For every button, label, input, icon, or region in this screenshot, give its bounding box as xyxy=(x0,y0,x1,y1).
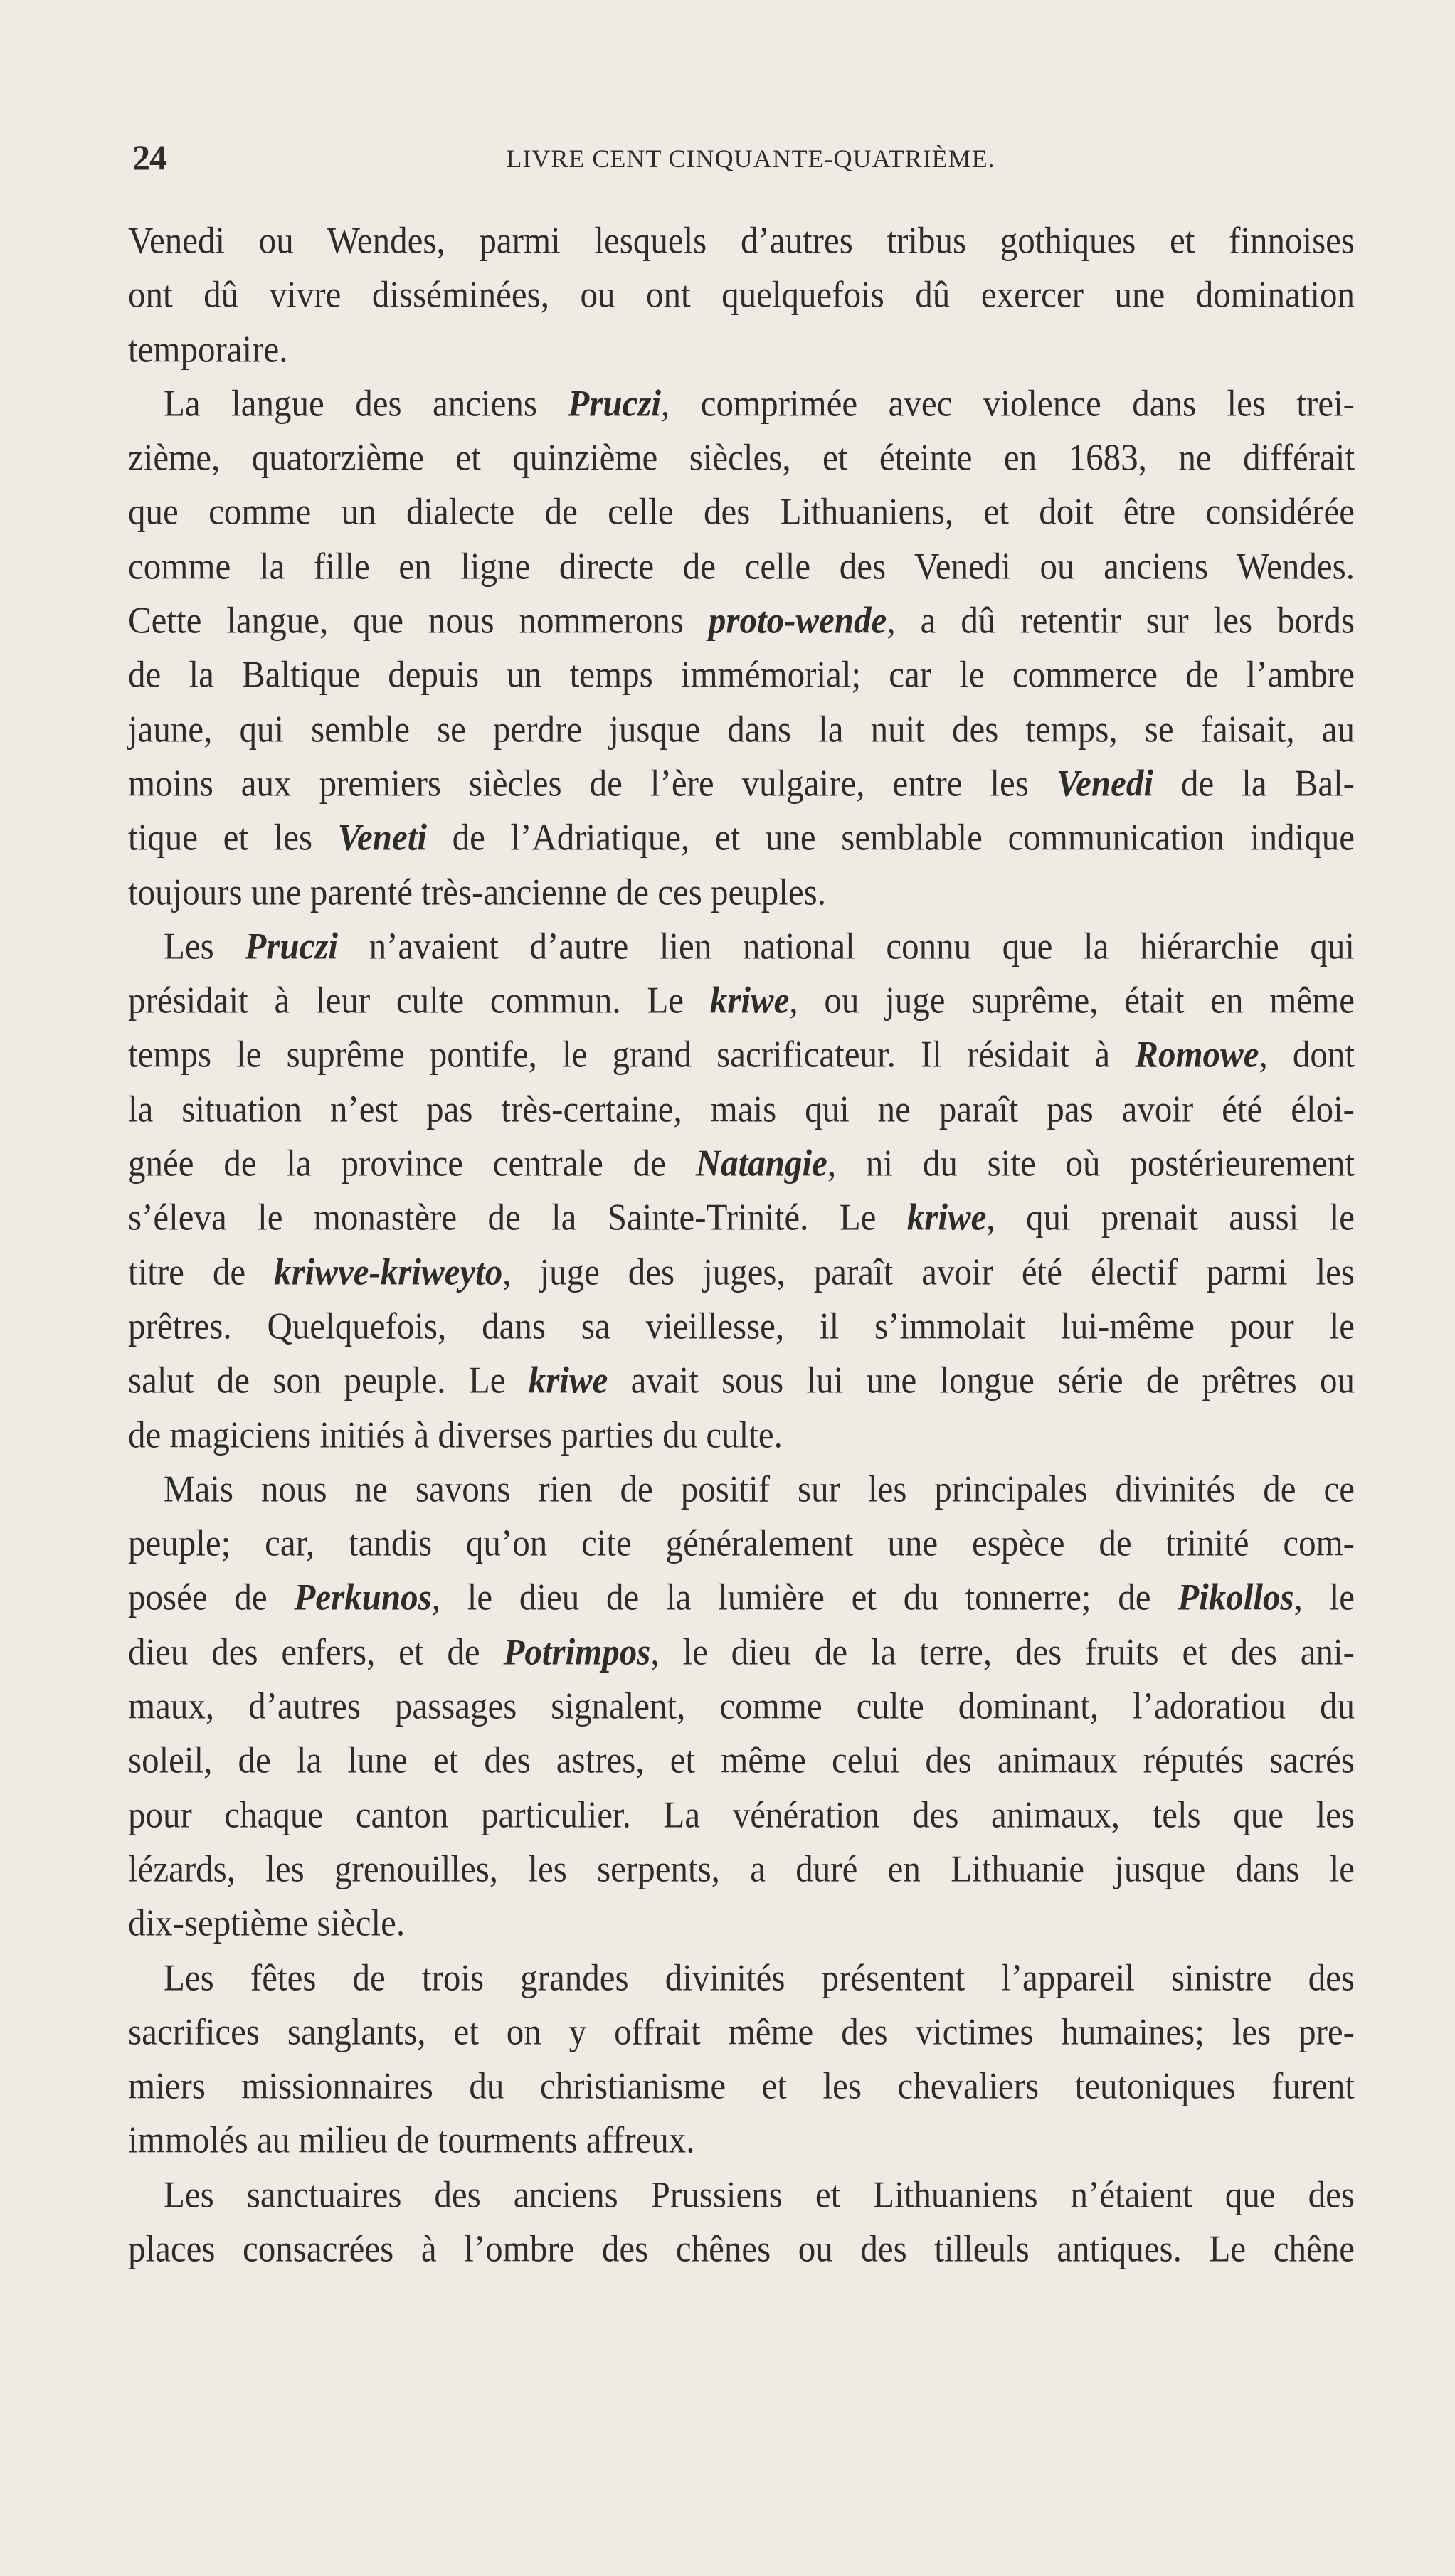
italic-term: Venedi xyxy=(1056,761,1153,805)
text-line xyxy=(128,1894,1355,1952)
text-segment: de la Baltique depuis un temps immémorial; car le commerce de l’ambre xyxy=(128,653,1355,696)
italic-term: Perkunos xyxy=(294,1576,432,1618)
text-line xyxy=(128,1025,1355,1083)
text-line xyxy=(128,1623,1355,1681)
text-line xyxy=(128,808,1355,866)
text-line xyxy=(128,2166,1355,2224)
text-line xyxy=(128,917,1355,975)
text-line xyxy=(128,2111,1355,2169)
text-segment: la situation n’est pas très-certaine, mais qui ne paraît pas avoir été éloi- xyxy=(128,1087,1355,1130)
text-segment: , ni du site où postérieurement xyxy=(827,1141,1355,1184)
text-segment: titre de xyxy=(128,1250,275,1293)
text-line xyxy=(128,537,1355,595)
text-segment: gnée de la province centrale de xyxy=(128,1141,696,1184)
text-segment: moins aux premiers siècles de l’ère vulgaire, entre les xyxy=(128,761,1057,805)
text-segment: comme la fille en ligne directe de celle des Venedi ou anciens Wendes. xyxy=(128,544,1355,587)
text-segment: , ou juge suprême, était en même xyxy=(789,978,1355,1022)
text-segment: temps le suprême pontife, le grand sacrificateur. Il résidait à xyxy=(128,1033,1136,1076)
text-line xyxy=(128,1080,1355,1138)
text-line xyxy=(128,1297,1355,1355)
italic-term: proto-wende xyxy=(708,598,887,642)
text-line xyxy=(128,428,1355,487)
text-line xyxy=(128,971,1355,1029)
text-line xyxy=(128,1948,1355,2006)
text-line xyxy=(128,1460,1355,1518)
text-line xyxy=(128,1514,1355,1572)
text-line xyxy=(128,2057,1355,2115)
text-segment: de l’Adriatique, et une semblable communication indique xyxy=(426,816,1355,859)
text-line xyxy=(128,754,1355,812)
text-line xyxy=(128,1188,1355,1246)
text-segment: Les sanctuaires des anciens Prussiens et Lithuaniens n’étaient que des xyxy=(164,2173,1355,2215)
text-segment: avait sous lui une longue série de prêtres ou xyxy=(608,1358,1355,1401)
text-segment: , qui prenait aussi le xyxy=(986,1196,1355,1239)
text-segment: immolés au milieu de tourments affreux. xyxy=(128,2119,695,2161)
text-segment: places consacrées à l’ombre des chênes ou des tilleuls antiques. Le chêne xyxy=(128,2227,1355,2270)
italic-term: Veneti xyxy=(337,816,427,859)
text-line xyxy=(128,2003,1355,2061)
text-segment: zième, quatorzième et quinzième siècles, et éteinte en 1683, ne différait xyxy=(128,435,1355,479)
body-text xyxy=(128,213,1355,2276)
text-line xyxy=(128,1731,1355,1789)
text-segment: de magiciens initiés à diverses parties du culte. xyxy=(128,1413,783,1456)
italic-term: Natangie xyxy=(695,1141,827,1184)
text-segment: n’avaient d’autre lien national connu que la hiérarchie qui xyxy=(338,924,1355,968)
text-segment: soleil, de la lune et des astres, et même celui des animaux réputés sacrés xyxy=(128,1739,1355,1781)
text-line xyxy=(128,2220,1355,2278)
text-line xyxy=(128,1840,1355,1898)
text-segment: tique et les xyxy=(128,816,338,859)
italic-term: Romowe xyxy=(1135,1033,1259,1076)
text-segment: pour chaque canton particulier. La vénération des animaux, tels que les xyxy=(128,1793,1355,1835)
text-segment: , a dû retentir sur les bords xyxy=(887,598,1355,642)
text-segment: temporaire. xyxy=(128,327,288,370)
page-number: 24 xyxy=(132,137,166,177)
text-segment: salut de son peuple. Le xyxy=(128,1358,529,1401)
text-line xyxy=(128,265,1355,324)
text-segment: , le xyxy=(1293,1576,1355,1618)
text-segment: Mais nous ne savons rien de positif sur les principales divinités de ce xyxy=(164,1467,1355,1510)
text-segment: s’éleva le monastère de la Sainte-Trinité. Le xyxy=(128,1196,907,1239)
text-segment: miers missionnaires du christianisme et les chevaliers teutoniques furent xyxy=(128,2064,1355,2107)
text-line xyxy=(128,482,1355,541)
text-segment: prêtres. Quelquefois, dans sa vieillesse, il s’immolait lui-même pour le xyxy=(128,1304,1355,1347)
text-segment: Venedi ou Wendes, parmi lesquels d’autres tribus gothiques et finnoises xyxy=(128,218,1355,262)
text-line xyxy=(128,211,1355,270)
running-head: LIVRE CENT CINQUANTE-QUATRIÈME. xyxy=(506,144,995,173)
text-segment: jaune, qui semble se perdre jusque dans la nuit des temps, se faisait, au xyxy=(128,707,1355,750)
text-segment: , le dieu de la lumière et du tonnerre; de xyxy=(431,1576,1178,1618)
text-line xyxy=(128,1677,1355,1735)
text-line xyxy=(128,863,1355,921)
italic-term: kriwe xyxy=(709,978,790,1022)
text-segment: , dont xyxy=(1259,1033,1355,1076)
text-segment: Cette langue, que nous nommerons xyxy=(128,598,709,642)
text-segment: Les xyxy=(164,924,245,968)
text-line xyxy=(128,700,1355,758)
italic-term: kriwe xyxy=(528,1358,608,1401)
text-line xyxy=(128,1243,1355,1301)
text-segment: que comme un dialecte de celle des Lithuaniens, et doit être considérée xyxy=(128,490,1355,533)
text-segment: La langue des anciens xyxy=(164,381,568,425)
text-segment: posée de xyxy=(128,1576,295,1618)
text-segment: sacrifices sanglants, et on y offrait même des victimes humaines; les pre- xyxy=(128,2010,1355,2052)
text-segment: maux, d’autres passages signalent, comme culte dominant, l’adoratiou du xyxy=(128,1684,1355,1727)
italic-term: kriwve-kriweyto xyxy=(274,1250,503,1293)
text-line xyxy=(128,591,1355,650)
text-segment: Les fêtes de trois grandes divinités présentent l’appareil sinistre des xyxy=(164,1956,1355,1998)
text-segment: dix-septième siècle. xyxy=(128,1901,406,1944)
text-segment: lézards, les grenouilles, les serpents, a duré en Lithuanie jusque dans le xyxy=(128,1847,1355,1890)
text-segment: ont dû vivre disséminées, ou ont quelquefois dû exercer une domination xyxy=(128,273,1355,316)
italic-term: Pruczi xyxy=(568,381,662,425)
italic-term: kriwe xyxy=(906,1196,987,1239)
text-segment: dieu des enfers, et de xyxy=(128,1630,504,1673)
text-segment: présidait à leur culte commun. Le xyxy=(128,978,710,1022)
text-segment: , le dieu de la terre, des fruits et des ani- xyxy=(650,1630,1355,1673)
italic-term: Pikollos xyxy=(1178,1576,1294,1618)
text-line xyxy=(128,645,1355,704)
text-segment: toujours une parenté très-ancienne de ces peuples. xyxy=(128,870,826,913)
text-segment: , juge des juges, paraît avoir été électif parmi les xyxy=(502,1250,1355,1293)
text-line xyxy=(128,1568,1355,1626)
text-line xyxy=(128,1134,1355,1192)
text-line xyxy=(128,320,1355,378)
text-line xyxy=(128,1786,1355,1844)
text-segment: , comprimée avec violence dans les trei- xyxy=(661,381,1355,425)
italic-term: Potrimpos xyxy=(503,1630,651,1673)
italic-term: Pruczi xyxy=(245,924,339,968)
text-line xyxy=(128,374,1355,433)
text-line xyxy=(128,1351,1355,1409)
text-segment: de la Bal- xyxy=(1153,761,1355,805)
text-segment: peuple; car, tandis qu’on cite généralement une espèce de trinité com- xyxy=(128,1521,1355,1564)
text-line xyxy=(128,1405,1355,1463)
